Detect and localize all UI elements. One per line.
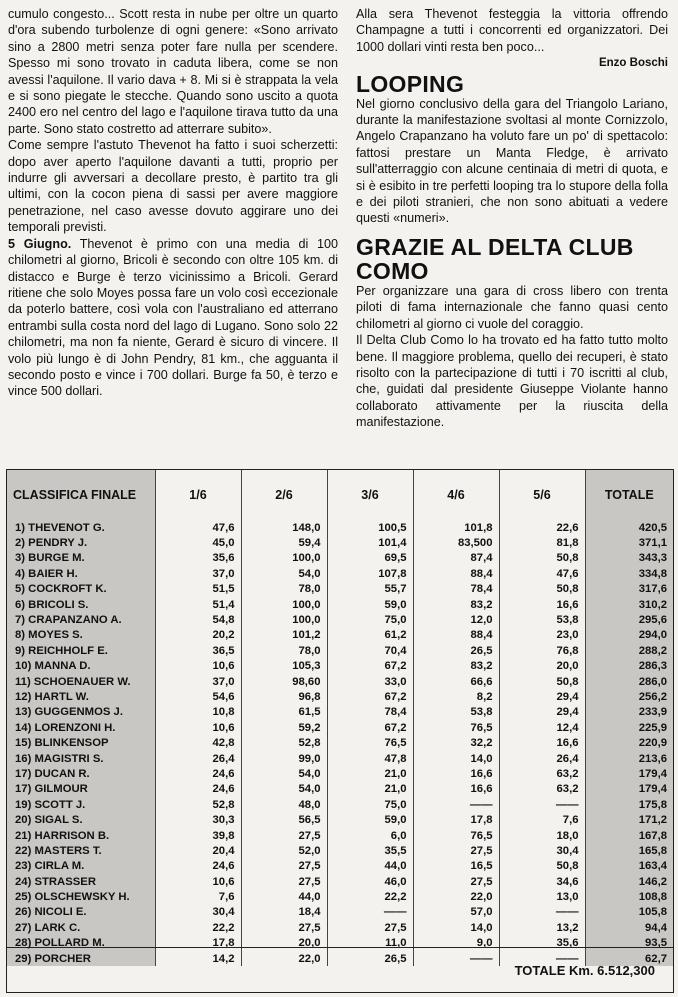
cell-d3: 44,0: [327, 859, 413, 874]
cell-d5: 26,4: [499, 751, 585, 766]
cell-d2: 96,8: [241, 689, 327, 704]
cell-d1: 14,2: [155, 951, 241, 966]
column-header-day4: 4/6: [413, 470, 499, 520]
table-row: [7, 797, 673, 812]
cell-name: 5) COCKROFT K.: [7, 582, 155, 597]
cell-d2: 20,0: [241, 936, 327, 951]
table-row: [7, 551, 673, 566]
cell-d5: 50,8: [499, 551, 585, 566]
cell-d3: 27,5: [327, 920, 413, 935]
cell-d4: 8,2: [413, 689, 499, 704]
cell-d5: 13,2: [499, 920, 585, 935]
cell-total: 179,4: [585, 766, 673, 781]
cell-d5: ——: [499, 797, 585, 812]
cell-d3: 59,0: [327, 597, 413, 612]
cell-name: 27) LARK C.: [7, 920, 155, 935]
cell-d2: 78,0: [241, 582, 327, 597]
cell-d3: 22,2: [327, 889, 413, 904]
cell-d4: 83,2: [413, 597, 499, 612]
cell-d2: 27,5: [241, 828, 327, 843]
cell-d3: 70,4: [327, 643, 413, 658]
article-paragraph: Per organizzare una gara di cross libero con trenta piloti di fama internazionale che fanno quasi cento chilometri al giorno ci vuole del coraggio.: [356, 283, 668, 331]
cell-total: 334,8: [585, 566, 673, 581]
cell-d3: 55,7: [327, 582, 413, 597]
cell-d5: 47,6: [499, 566, 585, 581]
cell-d1: 36,5: [155, 643, 241, 658]
cell-total: 171,2: [585, 812, 673, 827]
cell-d2: 99,0: [241, 751, 327, 766]
table-row: [7, 751, 673, 766]
cell-d3: 100,5: [327, 520, 413, 535]
results-table: [6, 469, 674, 993]
cell-name: 13) GUGGENMOS J.: [7, 705, 155, 720]
cell-d5: 50,8: [499, 582, 585, 597]
article-paragraph: cumulo congesto... Scott resta in nube per oltre un quarto d'ora subendo turbolenze di ogni genere: «Sono arrivato sino a 2800 metri senza poter fare nulla per scendere. Spesso mi sono trovato in caduta libera, come se non avessi l'aquilone. Il vario dava + 8. Mi si è strappata la vela e si sono piegate le stecche. Quando sono uscito a quota 2400 ero nel centro del lago e l'aquilone tirava tutto da una parte. Sono stato costretto ad atterrare subito».: [8, 7, 338, 136]
table-row: [7, 828, 673, 843]
cell-d2: 100,0: [241, 551, 327, 566]
cell-d1: 24,6: [155, 859, 241, 874]
cell-d1: 54,6: [155, 689, 241, 704]
cell-total: 420,5: [585, 520, 673, 535]
article-paragraph: [8, 236, 338, 400]
cell-d1: 26,4: [155, 751, 241, 766]
table-row: [7, 566, 673, 581]
cell-d5: ——: [499, 951, 585, 966]
cell-name: 11) SCHOENAUER W.: [7, 674, 155, 689]
cell-d4: 88,4: [413, 628, 499, 643]
cell-d3: 21,0: [327, 782, 413, 797]
cell-name: 29) PORCHER: [7, 951, 155, 966]
cell-d4: 17,8: [413, 812, 499, 827]
cell-name: 2) PENDRY J.: [7, 535, 155, 550]
cell-d2: 22,0: [241, 951, 327, 966]
article-paragraph: Alla sera Thevenot festeggia la vittoria offrendo Champagne a tutti i concorrenti ed organizzatori. Dei 1000 dollari vinti resta ben poco...: [356, 7, 668, 54]
table-row: [7, 705, 673, 720]
cell-total: 288,2: [585, 643, 673, 658]
cell-total: 213,6: [585, 751, 673, 766]
cell-d4: 14,0: [413, 920, 499, 935]
cell-d4: 76,5: [413, 828, 499, 843]
cell-d5: 81,8: [499, 535, 585, 550]
cell-d4: 83,2: [413, 659, 499, 674]
cell-d1: 22,2: [155, 920, 241, 935]
cell-d5: 76,8: [499, 643, 585, 658]
cell-d1: 52,8: [155, 797, 241, 812]
cell-d1: 45,0: [155, 535, 241, 550]
cell-d4: ——: [413, 951, 499, 966]
cell-d2: 98,60: [241, 674, 327, 689]
cell-total: 167,8: [585, 828, 673, 843]
cell-name: 19) SCOTT J.: [7, 797, 155, 812]
cell-d1: 39,8: [155, 828, 241, 843]
table-row: [7, 582, 673, 597]
cell-d1: 20,2: [155, 628, 241, 643]
table-row: [7, 520, 673, 535]
table-row: [7, 920, 673, 935]
cell-d1: 7,6: [155, 889, 241, 904]
cell-d4: 22,0: [413, 889, 499, 904]
table-row: [7, 643, 673, 658]
cell-total: 295,6: [585, 612, 673, 627]
cell-name: 9) REICHHOLF E.: [7, 643, 155, 658]
cell-d3: 67,2: [327, 659, 413, 674]
cell-d5: 50,8: [499, 859, 585, 874]
cell-d4: 26,5: [413, 643, 499, 658]
cell-d2: 52,8: [241, 735, 327, 750]
cell-d2: 78,0: [241, 643, 327, 658]
author-byline: Enzo Boschi: [598, 57, 668, 70]
cell-total: 233,9: [585, 705, 673, 720]
table-row: [7, 874, 673, 889]
table-row: [7, 766, 673, 781]
left-article-column: [8, 6, 338, 400]
cell-d5: 23,0: [499, 628, 585, 643]
cell-d4: 83,500: [413, 535, 499, 550]
cell-d5: 34,6: [499, 874, 585, 889]
table-row: [7, 597, 673, 612]
cell-d3: ——: [327, 905, 413, 920]
cell-d2: 44,0: [241, 889, 327, 904]
cell-d5: 30,4: [499, 843, 585, 858]
cell-d2: 27,5: [241, 859, 327, 874]
cell-name: 15) BLINKENSOP: [7, 735, 155, 750]
table-row: [7, 720, 673, 735]
cell-d2: 48,0: [241, 797, 327, 812]
cell-d1: 10,6: [155, 874, 241, 889]
cell-d1: 10,8: [155, 705, 241, 720]
cell-d3: 21,0: [327, 766, 413, 781]
cell-d2: 100,0: [241, 597, 327, 612]
table-row: [7, 689, 673, 704]
grand-total: TOTALE Km. 6.512,300: [514, 962, 655, 978]
cell-d5: 29,4: [499, 705, 585, 720]
cell-d2: 18,4: [241, 905, 327, 920]
cell-d3: 35,5: [327, 843, 413, 858]
cell-d1: 24,6: [155, 766, 241, 781]
cell-d1: 10,6: [155, 720, 241, 735]
cell-d4: 87,4: [413, 551, 499, 566]
table-row: [7, 782, 673, 797]
table-row: [7, 905, 673, 920]
cell-d5: 18,0: [499, 828, 585, 843]
cell-d4: 32,2: [413, 735, 499, 750]
cell-d1: 42,8: [155, 735, 241, 750]
article-paragraph: Come sempre l'astuto Thevenot ha fatto i suoi scherzetti: dopo aver aperto l'aquilone davanti a tutti, proprio per indurre gli avversari a decollare presto, è partito tra gli ultimi, con la cocon piena di sassi per avere maggiore penetrazione, nel caso avesse dovuto aggirare uno dei temporali previsti.: [8, 138, 338, 235]
cell-d2: 100,0: [241, 612, 327, 627]
cell-d5: 16,6: [499, 597, 585, 612]
cell-d3: 46,0: [327, 874, 413, 889]
cell-d2: 54,0: [241, 782, 327, 797]
cell-total: 286,3: [585, 659, 673, 674]
cell-d5: 22,6: [499, 520, 585, 535]
cell-d3: 11,0: [327, 936, 413, 951]
cell-name: 28) POLLARD M.: [7, 936, 155, 951]
cell-d4: 16,5: [413, 859, 499, 874]
article-paragraph: Nel giorno conclusivo della gara del Triangolo Lariano, durante la manifestazione svoltasi al monte Cornizzolo, Angelo Crapanzano ha voluto fare un po' di spettacolo: fattosi prestare un Manta Fledge, è arrivato sull'atterraggio con alcune centinaia di metri di quota, e si è esibito in tre perfetti looping tra lo stupore della folla e dei piloti stranieri, che non sono abituati a vedere questi «numeri».: [356, 96, 668, 226]
table-body: [7, 520, 673, 966]
cell-d3: 78,4: [327, 705, 413, 720]
cell-d3: 101,4: [327, 535, 413, 550]
cell-d5: 7,6: [499, 812, 585, 827]
table-header-row: [7, 470, 673, 520]
column-header-day5: 5/6: [499, 470, 585, 520]
cell-d4: ——: [413, 797, 499, 812]
cell-d1: 24,6: [155, 782, 241, 797]
cell-d4: 53,8: [413, 705, 499, 720]
cell-d3: 26,5: [327, 951, 413, 966]
cell-d2: 105,3: [241, 659, 327, 674]
column-header-day2: 2/6: [241, 470, 327, 520]
cell-total: 179,4: [585, 782, 673, 797]
cell-d5: 63,2: [499, 766, 585, 781]
cell-total: 310,2: [585, 597, 673, 612]
cell-d3: 33,0: [327, 674, 413, 689]
cell-name: 4) BAIER H.: [7, 566, 155, 581]
cell-d5: 53,8: [499, 612, 585, 627]
cell-d4: 9,0: [413, 936, 499, 951]
cell-d3: 47,8: [327, 751, 413, 766]
table-row: [7, 843, 673, 858]
cell-name: 8) MOYES S.: [7, 628, 155, 643]
cell-d3: 75,0: [327, 797, 413, 812]
classifica-table: [7, 470, 673, 966]
cell-total: 146,2: [585, 874, 673, 889]
cell-d3: 76,5: [327, 735, 413, 750]
cell-d1: 20,4: [155, 843, 241, 858]
looping-heading: LOOPING: [356, 70, 465, 97]
cell-d4: 78,4: [413, 582, 499, 597]
cell-d1: 37,0: [155, 674, 241, 689]
cell-name: 25) OLSCHEWSKY H.: [7, 889, 155, 904]
cell-d3: 59,0: [327, 812, 413, 827]
article-paragraph: Il Delta Club Como lo ha trovato ed ha fatto tutto molto bene. Il maggiore problema, quello dei recuperi, è stato risolto con la partecipazione di tutti i 70 iscritti al club, che, guidati dal presidente Giuseppe Violante hanno collaborato attivamente per la riuscita della manifestazione.: [356, 333, 668, 430]
cell-total: 93,5: [585, 936, 673, 951]
cell-total: 94,4: [585, 920, 673, 935]
cell-d5: 20,0: [499, 659, 585, 674]
table-row: [7, 889, 673, 904]
cell-name: 12) HARTL W.: [7, 689, 155, 704]
cell-d4: 88,4: [413, 566, 499, 581]
cell-d1: 51,4: [155, 597, 241, 612]
cell-d2: 54,0: [241, 566, 327, 581]
cell-total: 165,8: [585, 843, 673, 858]
cell-d1: 47,6: [155, 520, 241, 535]
cell-d1: 17,8: [155, 936, 241, 951]
cell-d3: 61,2: [327, 628, 413, 643]
cell-d1: 51,5: [155, 582, 241, 597]
date-lead: 5 Giugno.: [8, 236, 72, 251]
cell-d2: 148,0: [241, 520, 327, 535]
cell-d3: 107,8: [327, 566, 413, 581]
cell-name: 20) SIGAL S.: [7, 812, 155, 827]
cell-name: 3) BURGE M.: [7, 551, 155, 566]
table-footer: [7, 947, 673, 992]
table-row: [7, 812, 673, 827]
cell-d2: 59,4: [241, 535, 327, 550]
cell-name: 14) LORENZONI H.: [7, 720, 155, 735]
cell-d5: 16,6: [499, 735, 585, 750]
grazie-heading: GRAZIE AL DELTA CLUB COMO: [356, 233, 634, 284]
cell-d4: 66,6: [413, 674, 499, 689]
column-header-totale: TOTALE: [585, 470, 673, 520]
table-row: [7, 674, 673, 689]
cell-total: 175,8: [585, 797, 673, 812]
column-header-day3: 3/6: [327, 470, 413, 520]
right-article-column: [356, 6, 668, 431]
cell-d3: 75,0: [327, 612, 413, 627]
table-row: [7, 628, 673, 643]
cell-name: 24) STRASSER: [7, 874, 155, 889]
cell-d5: 12,4: [499, 720, 585, 735]
table-row: [7, 612, 673, 627]
cell-d4: 57,0: [413, 905, 499, 920]
cell-d5: ——: [499, 905, 585, 920]
cell-total: 163,4: [585, 859, 673, 874]
cell-d1: 10,6: [155, 659, 241, 674]
cell-d2: 27,5: [241, 874, 327, 889]
cell-d5: 35,6: [499, 936, 585, 951]
table-row: [7, 735, 673, 750]
cell-d1: 37,0: [155, 566, 241, 581]
cell-name: 22) MASTERS T.: [7, 843, 155, 858]
cell-name: 7) CRAPANZANO A.: [7, 612, 155, 627]
cell-d4: 16,6: [413, 782, 499, 797]
cell-total: 256,2: [585, 689, 673, 704]
cell-d4: 14,0: [413, 751, 499, 766]
cell-d5: 63,2: [499, 782, 585, 797]
cell-name: 23) CIRLA M.: [7, 859, 155, 874]
cell-d4: 27,5: [413, 874, 499, 889]
column-header-classifica: CLASSIFICA FINALE: [7, 470, 155, 520]
cell-total: 294,0: [585, 628, 673, 643]
cell-d4: 16,6: [413, 766, 499, 781]
cell-total: 317,6: [585, 582, 673, 597]
cell-d4: 101,8: [413, 520, 499, 535]
cell-d4: 12,0: [413, 612, 499, 627]
cell-d5: 13,0: [499, 889, 585, 904]
cell-d4: 27,5: [413, 843, 499, 858]
table-row: [7, 659, 673, 674]
table-row: [7, 859, 673, 874]
cell-d5: 29,4: [499, 689, 585, 704]
cell-d2: 101,2: [241, 628, 327, 643]
cell-d3: 6,0: [327, 828, 413, 843]
cell-d3: 67,2: [327, 720, 413, 735]
cell-d2: 56,5: [241, 812, 327, 827]
table-row: [7, 535, 673, 550]
cell-total: 371,1: [585, 535, 673, 550]
column-header-day1: 1/6: [155, 470, 241, 520]
cell-total: 343,3: [585, 551, 673, 566]
cell-d2: 59,2: [241, 720, 327, 735]
paragraph-body: Thevenot è primo con una media di 100 chilometri al giorno, Bricoli è secondo con oltre 105 km. di distacco e Burge è terzo vicinissimo a Bricoli. Gerard ritiene che solo Moyes possa fare un volo così eccezionale da poterlo battere, così vola con l'australiano ed atterrano entrambi sulla costa nord del lago di Lugano. Sono solo 22 chilometri, ma non fa niente, Gerard è sicuro di vincere. Il volo più lungo è di John Pendry, 81 km., che agguanta il secondo posto e vince i 700 dollari. Burge fa 50, è terzo e vince 500 dollari.: [8, 236, 338, 399]
cell-d4: 76,5: [413, 720, 499, 735]
cell-d5: 50,8: [499, 674, 585, 689]
cell-name: 10) MANNA D.: [7, 659, 155, 674]
cell-name: 16) MAGISTRI S.: [7, 751, 155, 766]
cell-name: 17) GILMOUR: [7, 782, 155, 797]
cell-total: 220,9: [585, 735, 673, 750]
cell-d2: 52,0: [241, 843, 327, 858]
cell-d2: 27,5: [241, 920, 327, 935]
cell-name: 1) THEVENOT G.: [7, 520, 155, 535]
cell-d2: 54,0: [241, 766, 327, 781]
cell-d1: 54,8: [155, 612, 241, 627]
cell-total: 225,9: [585, 720, 673, 735]
cell-total: 286,0: [585, 674, 673, 689]
cell-name: 21) HARRISON B.: [7, 828, 155, 843]
cell-total: 108,8: [585, 889, 673, 904]
cell-d3: 67,2: [327, 689, 413, 704]
cell-d3: 69,5: [327, 551, 413, 566]
cell-d1: 35,6: [155, 551, 241, 566]
cell-name: 17) DUCAN R.: [7, 766, 155, 781]
cell-total: 62,7: [585, 951, 673, 966]
cell-name: 26) NICOLI E.: [7, 905, 155, 920]
cell-name: 6) BRICOLI S.: [7, 597, 155, 612]
cell-d2: 61,5: [241, 705, 327, 720]
cell-d1: 30,3: [155, 812, 241, 827]
cell-total: 105,8: [585, 905, 673, 920]
cell-d1: 30,4: [155, 905, 241, 920]
